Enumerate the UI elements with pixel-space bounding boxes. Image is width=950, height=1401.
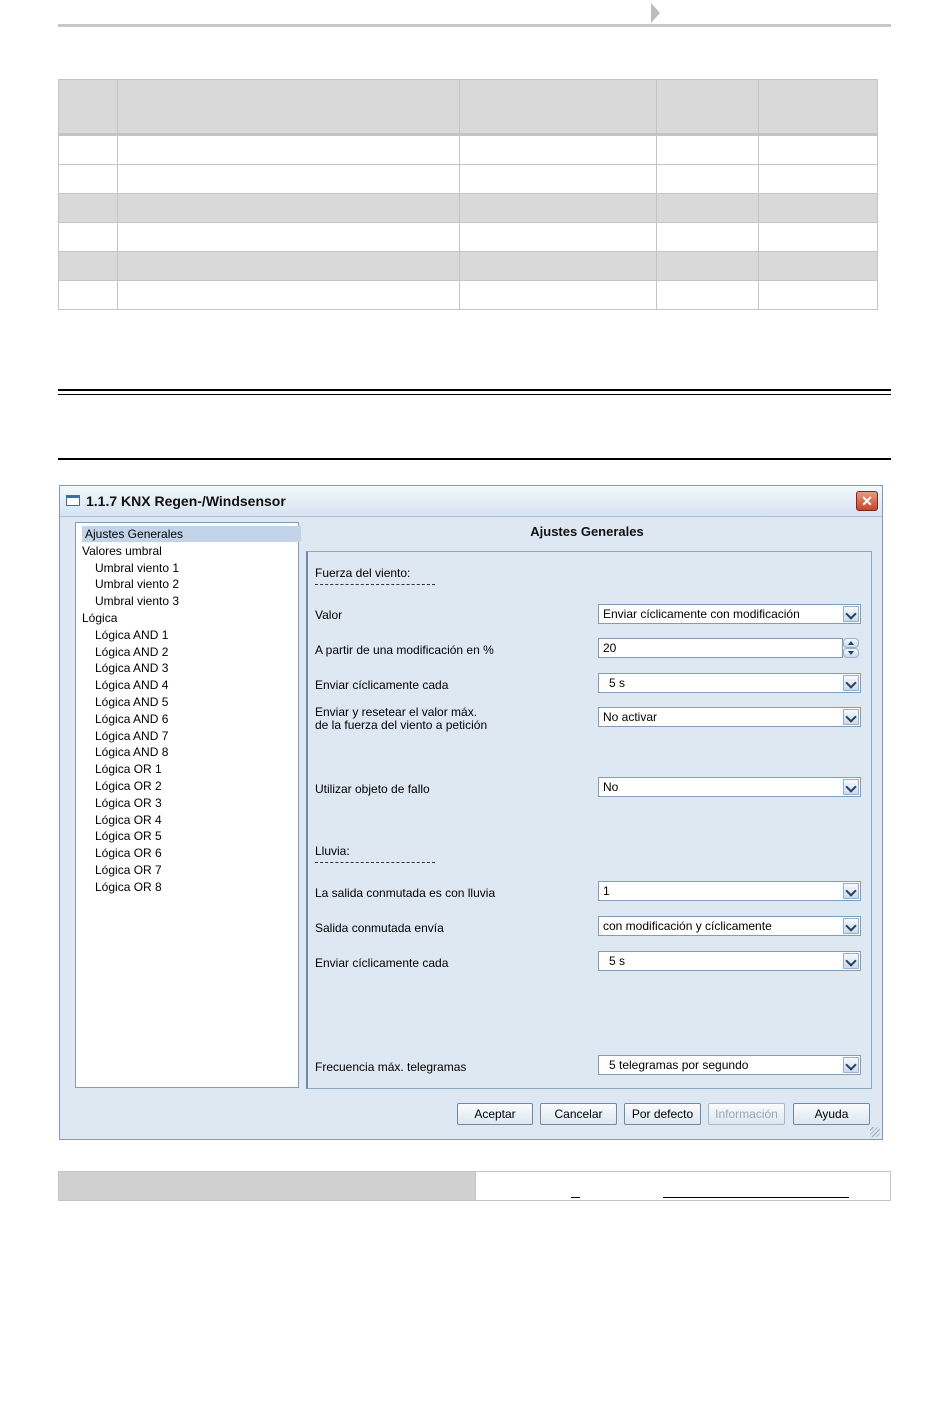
select-value: No xyxy=(603,780,619,794)
parameter-tree xyxy=(75,522,299,1088)
rain-output-select[interactable] xyxy=(598,881,861,901)
bottom-table-cell xyxy=(59,1172,476,1200)
underline-mark xyxy=(663,1197,849,1198)
section-underline xyxy=(315,862,435,863)
table-header-row xyxy=(59,80,878,135)
chevron-down-icon[interactable] xyxy=(843,883,859,899)
param-label-modification: A partir de una modificación en % xyxy=(315,643,494,657)
window-icon xyxy=(66,495,80,506)
table-row xyxy=(59,252,878,281)
tree-item[interactable]: Lógica OR 4 xyxy=(95,812,162,827)
param-label-reset-max-2: de la fuerza del viento a petición xyxy=(315,718,488,732)
accept-button[interactable]: Aceptar xyxy=(457,1103,533,1125)
chevron-down-icon[interactable] xyxy=(843,918,859,934)
tree-item[interactable]: Lógica AND 6 xyxy=(95,711,169,726)
reset-max-select[interactable] xyxy=(598,707,861,727)
chevron-down-icon[interactable] xyxy=(843,953,859,969)
tree-item[interactable]: Lógica AND 1 xyxy=(95,627,169,642)
tree-item[interactable]: Umbral viento 3 xyxy=(95,594,180,609)
table-row xyxy=(59,135,878,165)
tree-item[interactable]: Lógica AND 5 xyxy=(95,695,169,709)
spin-up-icon[interactable] xyxy=(843,638,859,648)
tree-item[interactable]: Lógica OR 5 xyxy=(95,829,162,844)
tree-item[interactable]: Lógica OR 8 xyxy=(95,879,162,894)
tree-item[interactable]: Umbral viento 2 xyxy=(95,577,180,592)
tree-item[interactable]: Ajustes Generales xyxy=(82,526,301,542)
tree-item[interactable]: Lógica AND 2 xyxy=(95,644,169,659)
header-arrow-icon xyxy=(651,3,660,23)
select-value: 5 s xyxy=(609,676,626,690)
rain-section-label: Lluvia: xyxy=(315,844,350,858)
output-sends-select[interactable] xyxy=(598,916,861,936)
param-label-rain-output: La salida conmutada es con lluvia xyxy=(315,886,496,900)
dialog-titlebar[interactable] xyxy=(60,486,882,517)
section-rule xyxy=(58,394,891,395)
spin-down-icon[interactable] xyxy=(843,648,859,658)
select-value: No activar xyxy=(603,710,658,724)
underline-mark xyxy=(571,1197,580,1198)
tree-item[interactable]: Lógica OR 3 xyxy=(95,795,162,810)
section-underline xyxy=(315,584,435,585)
close-button[interactable]: ✕ xyxy=(856,491,878,511)
settings-dialog xyxy=(59,485,883,1140)
wind-section-label: Fuerza del viento: xyxy=(315,566,411,580)
tree-item[interactable]: Lógica AND 3 xyxy=(95,661,169,676)
tree-item[interactable]: Umbral viento 1 xyxy=(95,560,180,575)
header-rule xyxy=(58,24,891,27)
chevron-down-icon[interactable] xyxy=(843,1057,859,1073)
chevron-down-icon[interactable] xyxy=(843,675,859,691)
select-value: 5 s xyxy=(609,954,626,968)
param-label-cyclic-rain: Enviar cíclicamente cada xyxy=(315,956,449,970)
tree-item[interactable]: Lógica OR 7 xyxy=(95,863,162,877)
chevron-down-icon[interactable] xyxy=(843,779,859,795)
tree-item[interactable]: Lógica OR 2 xyxy=(95,779,162,793)
select-value: 5 telegramas por segundo xyxy=(609,1058,749,1072)
param-label-valor: Valor xyxy=(315,608,343,622)
param-label-reset-max: Enviar y resetear el valor máx. xyxy=(315,705,478,719)
section-rule xyxy=(58,389,891,391)
param-label-output-sends: Salida conmutada envía xyxy=(315,921,444,935)
chevron-down-icon[interactable] xyxy=(843,606,859,622)
table-row xyxy=(59,194,878,223)
document-table xyxy=(58,79,878,310)
max-telegrams-select[interactable] xyxy=(598,1055,861,1075)
section-rule xyxy=(58,458,891,460)
tree-item[interactable]: Lógica AND 8 xyxy=(95,745,169,760)
tree-item[interactable]: Lógica xyxy=(82,611,118,625)
input-value: 20 xyxy=(603,641,617,655)
param-label-max-telegrams: Frecuencia máx. telegramas xyxy=(315,1060,467,1074)
dialog-title: 1.1.7 KNX Regen-/Windsensor xyxy=(86,493,286,509)
chevron-down-icon[interactable] xyxy=(843,709,859,725)
table-row xyxy=(59,223,878,252)
tree-item[interactable]: Lógica OR 1 xyxy=(95,762,162,777)
tree-item[interactable]: Lógica OR 6 xyxy=(95,846,162,861)
valor-select[interactable] xyxy=(598,604,861,624)
table-row xyxy=(59,281,878,310)
cyclic-rain-select[interactable] xyxy=(598,951,861,971)
select-value: Enviar cíclicamente con modificación xyxy=(603,607,800,621)
cancel-button[interactable]: Cancelar xyxy=(540,1103,617,1125)
cyclic-wind-select[interactable] xyxy=(598,673,861,693)
tree-item[interactable]: Valores umbral xyxy=(82,543,162,558)
select-value: 1 xyxy=(603,884,610,898)
select-value: con modificación y cíclicamente xyxy=(603,919,772,933)
panel-title: Ajustes Generales xyxy=(530,524,644,539)
default-button[interactable]: Por defecto xyxy=(624,1103,701,1125)
info-button: Información xyxy=(708,1103,785,1125)
modification-spinner[interactable] xyxy=(843,638,860,658)
modification-input[interactable] xyxy=(598,638,843,658)
bottom-table xyxy=(58,1171,891,1201)
tree-item[interactable]: Lógica AND 7 xyxy=(95,728,169,743)
fault-object-select[interactable] xyxy=(598,777,861,797)
table-row xyxy=(59,165,878,194)
param-label-cyclic-wind: Enviar cíclicamente cada xyxy=(315,678,449,692)
parameter-panel xyxy=(306,551,872,1089)
help-button[interactable]: Ayuda xyxy=(793,1103,870,1125)
tree-item[interactable]: Lógica AND 4 xyxy=(95,678,169,693)
resize-grip-icon[interactable] xyxy=(870,1127,880,1137)
param-label-fault-object: Utilizar objeto de fallo xyxy=(315,782,430,796)
